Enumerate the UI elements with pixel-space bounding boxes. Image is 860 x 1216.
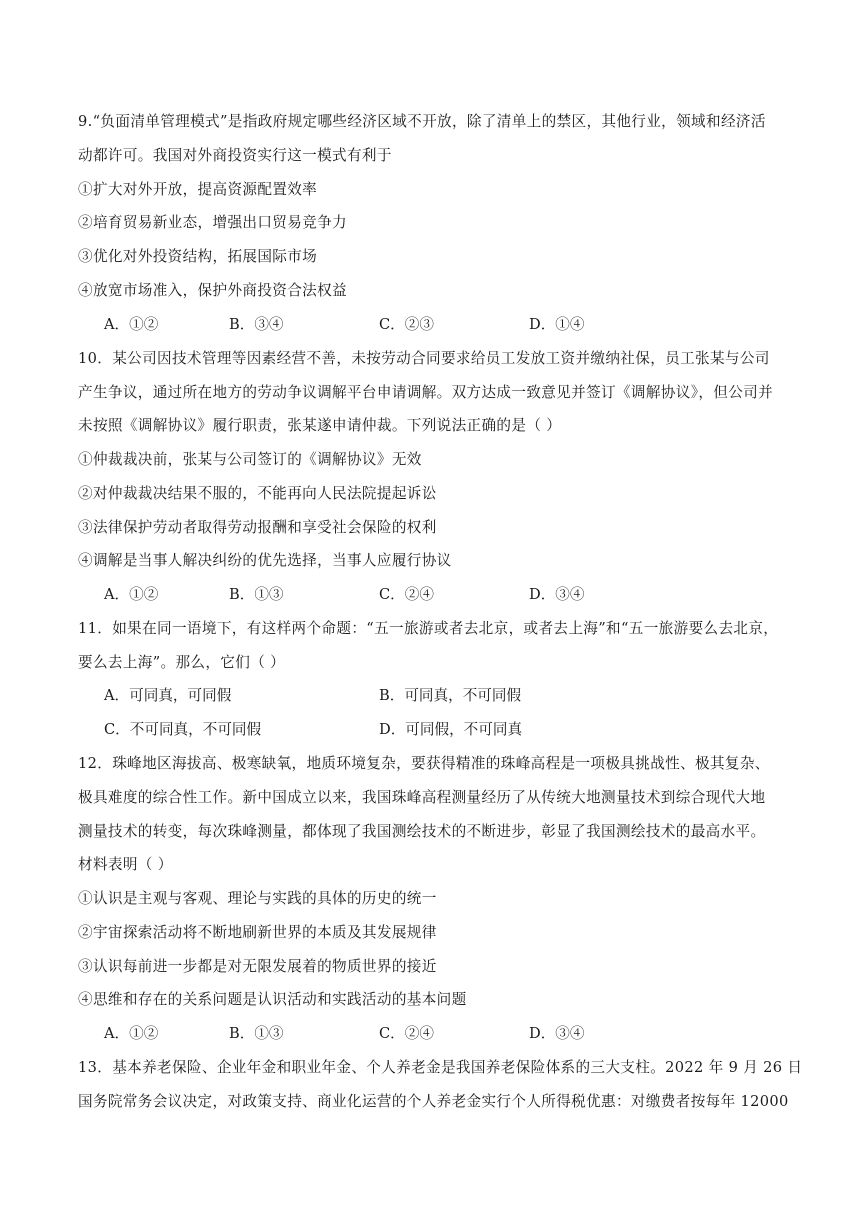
statement-2: ②对仲裁裁决结果不服的，不能再向人民法院提起诉讼 <box>78 485 437 502</box>
option-b: B．①③ <box>229 1025 284 1042</box>
option-c: C．②④ <box>379 1025 434 1042</box>
option-a: A．①② <box>104 1025 159 1042</box>
statement-3: ③认识每前进一步都是对无限发展着的物质世界的接近 <box>78 958 437 975</box>
statement-3: ③优化对外投资结构，拓展国际市场 <box>78 248 318 265</box>
statement-4: ④放宽市场准入，保护外商投资合法权益 <box>78 282 347 299</box>
question-stem-line: 未按照《调解协议》履行职责，张某遂申请仲裁。下列说法正确的是（ ） <box>78 417 562 434</box>
option-b: B．③④ <box>229 316 284 333</box>
option-a: A．①② <box>104 586 159 603</box>
option-d: D．③④ <box>529 586 585 603</box>
question-stem-line: 要么去上海”。那么，它们（ ） <box>78 654 286 671</box>
question-stem-line: 11．如果在同一语境下，有这样两个命题：“五一旅游或者去北京，或者去上海”和“五一旅游要么去北京， <box>78 620 779 637</box>
option-a: A．①② <box>104 316 159 333</box>
option-d: D．①④ <box>529 316 585 333</box>
question-stem-line: 12．珠峰地区海拔高、极寒缺氧，地质环境复杂，要获得精准的珠峰高程是一项极具挑战性、极其复杂、 <box>78 755 770 772</box>
question-stem-line: 测量技术的转变，每次珠峰测量，都体现了我国测绘技术的不断进步，彰显了我国测绘技术的最高水平。 <box>78 823 766 840</box>
statement-3: ③法律保护劳动者取得劳动报酬和享受社会保险的权利 <box>78 519 437 536</box>
statement-4: ④调解是当事人解决纠纷的优先选择，当事人应履行协议 <box>78 552 452 569</box>
option-c: C．②③ <box>379 316 434 333</box>
question-stem-line: 极具难度的综合性工作。新中国成立以来，我国珠峰高程测量经历了从传统大地测量技术到综合现代大地 <box>78 789 766 806</box>
question-stem-line: 13．基本养老保险、企业年金和职业年金、个人养老金是我国养老保险体系的三大支柱。2022 年 9 月 26 日 <box>78 1059 803 1076</box>
statement-4: ④思维和存在的关系问题是认识活动和实践活动的基本问题 <box>78 991 467 1008</box>
statement-1: ①扩大对外开放，提高资源配置效率 <box>78 181 318 198</box>
question-stem-line: 国务院常务会议决定，对政策支持、商业化运营的个人养老金实行个人所得税优惠：对缴费者按每年 12000 <box>78 1093 789 1110</box>
question-stem-line: 9.“负面清单管理模式”是指政府规定哪些经济区域不开放，除了清单上的禁区，其他行业，领域和经济活 <box>78 113 766 130</box>
option-a: A．可同真，可同假 <box>104 687 232 704</box>
statement-1: ①认识是主观与客观、理论与实践的具体的历史的统一 <box>78 890 437 907</box>
option-c: C．不可同真，不可同假 <box>104 721 262 738</box>
option-b: B．①③ <box>229 586 284 603</box>
question-stem-line: 10．某公司因技术管理等因素经营不善，未按劳动合同要求给员工发放工资并缴纳社保，员工张某与公司 <box>78 350 770 367</box>
question-stem-line: 动都许可。我国对外商投资实行这一模式有利于 <box>78 147 392 164</box>
option-d: D．③④ <box>529 1025 585 1042</box>
option-b: B．可同真，不可同假 <box>379 687 522 704</box>
option-c: C．②④ <box>379 586 434 603</box>
statement-2: ②培育贸易新业态，增强出口贸易竞争力 <box>78 214 347 231</box>
statement-1: ①仲裁裁决前，张某与公司签订的《调解协议》无效 <box>78 451 422 468</box>
option-d: D．可同假，不可同真 <box>379 721 523 738</box>
question-stem-line: 材料表明（ ） <box>78 856 173 873</box>
question-stem-line: 产生争议，通过所在地方的劳动争议调解平台申请调解。双方达成一致意见并签订《调解协议》，但公司并 <box>78 384 774 401</box>
statement-2: ②宇宙探索活动将不断地刷新世界的本质及其发展规律 <box>78 924 437 941</box>
